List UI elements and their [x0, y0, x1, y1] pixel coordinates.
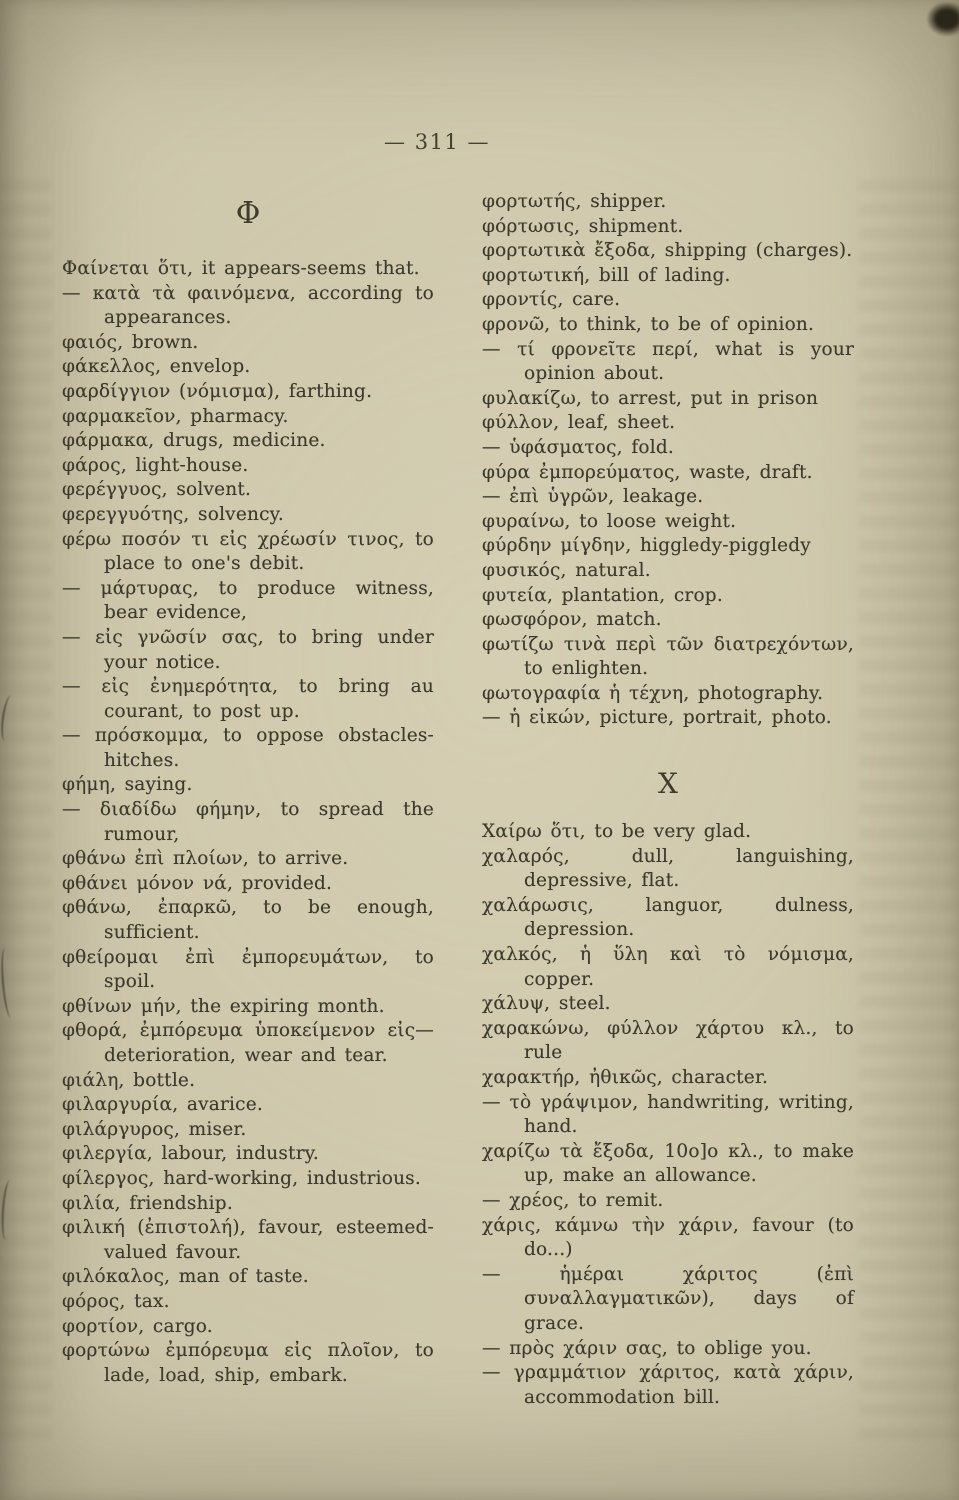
- dictionary-entry: Χαίρω ὅτι, to be very glad.: [482, 821, 752, 843]
- dictionary-entry: Φαίνεται ὅτι, it appears-seems that.: [62, 258, 420, 279]
- dictionary-entry: φιλική (ἐπιστολή), favour, esteemed-valued favour.: [62, 1217, 434, 1263]
- dictionary-entry: φιλεργία, labour, industry.: [62, 1143, 320, 1165]
- dictionary-entry: φυτεία, plantation, crop.: [482, 584, 723, 606]
- dictionary-entry: φήμη, saying.: [62, 774, 193, 796]
- section-header-chi: X: [658, 767, 678, 801]
- dictionary-entry: — γραμμάτιον χάριτος, κατὰ χάριν, accommodation bill.: [482, 1362, 854, 1408]
- dictionary-entry: φόρος, tax.: [62, 1290, 170, 1312]
- dictionary-entry: — πρόσκομμα, to oppose obstacles-hitches.: [62, 725, 434, 771]
- dictionary-entry: φορτίον, cargo.: [62, 1315, 213, 1337]
- dictionary-entry: φερεγγυότης, solvency.: [62, 503, 284, 525]
- left-entries: [62, 257, 434, 1388]
- dictionary-entry: — ἐπὶ ὑγρῶν, leakage.: [482, 486, 704, 508]
- dictionary-entry: χαρακώνω, φύλλον χάρτου κλ., to rule: [482, 1017, 854, 1064]
- right-column: [482, 190, 854, 1410]
- dictionary-entry: χαρίζω τὰ ἔξοδα, 10ο]ο κλ., to make up, make an allowance.: [482, 1140, 854, 1187]
- dictionary-entry: φυσικός, natural.: [482, 559, 651, 581]
- dictionary-entry: — τί φρονεῖτε περί, what is your opinion about.: [482, 338, 854, 385]
- left-column: [62, 190, 434, 1410]
- dictionary-entry: φορτωτικὰ ἔξοδα, shipping (charges).: [482, 240, 853, 262]
- dictionary-entry: χαλκός, ἡ ὕλη καὶ τὸ νόμισμα, copper.: [482, 944, 854, 990]
- dictionary-entry: χάλυψ, steel.: [482, 993, 611, 1015]
- dictionary-entry: — χρέος, to remit.: [482, 1189, 664, 1211]
- dictionary-entry: φθείρομαι ἐπὶ ἐμπορευμάτων, to spoil.: [62, 946, 434, 993]
- dictionary-entry: φαρμακεῖον, pharmacy.: [62, 405, 289, 427]
- dictionary-entry: φάκελλος, envelop.: [62, 356, 251, 378]
- dictionary-entry: — τὸ γράψιμον, handwriting, writing, hand.: [482, 1091, 854, 1138]
- dictionary-entry: φθορά, ἐμπόρευμα ὑποκείμενον εἰς— deterioration, wear and tear.: [62, 1020, 434, 1066]
- dictionary-entry: φρονῶ, to think, to be of opinion.: [482, 313, 815, 335]
- left-margin-bleedthrough: [0, 180, 52, 1450]
- edge-pen-mark: [0, 1180, 16, 1241]
- dictionary-entry: φερέγγυος, solvent.: [62, 479, 252, 501]
- dictionary-entry: φιάλη, bottle.: [62, 1069, 196, 1091]
- dictionary-columns: [62, 190, 854, 1410]
- right-entries-chi: [482, 820, 854, 1410]
- dictionary-entry: φθάνει μόνον νά, provided.: [62, 872, 333, 894]
- dictionary-entry: — ἡ εἰκών, picture, portrait, photo.: [482, 707, 832, 729]
- dictionary-entry: — εἰς γνῶσίν σας, to bring under your notice.: [62, 626, 434, 673]
- dictionary-entry: φυλακίζω, to arrest, put in prison: [482, 387, 819, 409]
- dictionary-entry: — μάρτυρας, to produce witness, bear evidence,: [62, 577, 434, 624]
- dictionary-entry: φωτίζω τινὰ περὶ τῶν διατρεχόντων, to enlighten.: [482, 633, 854, 680]
- dictionary-entry: χαρακτήρ, ἠθικῶς, character.: [482, 1067, 769, 1088]
- dictionary-entry: φροντίς, care.: [482, 289, 621, 311]
- dictionary-entry: φόρτωσις, shipment.: [482, 215, 684, 237]
- page-number: — 311 —: [384, 130, 490, 154]
- section-header-phi: Φ: [235, 196, 261, 231]
- dictionary-entry: χάρις, κάμνω τὴν χάριν, favour (to do...): [482, 1214, 854, 1261]
- dictionary-entry: φιλάργυρος, miser.: [62, 1118, 247, 1140]
- dictionary-entry: χαλάρωσις, languor, dulness, depression.: [482, 894, 854, 941]
- dictionary-entry: φιλία, friendship.: [62, 1192, 233, 1214]
- right-entries-phi: [482, 190, 854, 731]
- dictionary-entry: χαλαρός, dull, languishing, depressive, flat.: [482, 845, 854, 892]
- dictionary-entry: φορτώνω ἐμπόρευμα εἰς πλοῖον, to lade, load, ship, embark.: [62, 1340, 434, 1386]
- dictionary-entry: φύρα ἐμπορεύματος, waste, draft.: [482, 461, 813, 483]
- dictionary-entry: φωτογραφία ἡ τέχνη, photography.: [482, 682, 824, 704]
- dictionary-entry: — ὑφάσματος, fold.: [482, 436, 674, 458]
- dictionary-entry: — διαδίδω φήμην, to spread the rumour,: [62, 799, 434, 845]
- dictionary-entry: φαιός, brown.: [62, 331, 199, 353]
- dictionary-entry: φιλόκαλος, man of taste.: [62, 1266, 309, 1288]
- dictionary-entry: — εἰς ἐνημερότητα, to bring au courant, to post up.: [62, 676, 434, 722]
- dictionary-entry: φθάνω, ἐπαρκῶ, to be enough, sufficient.: [62, 897, 434, 944]
- dictionary-entry: φυραίνω, to loose weight.: [482, 510, 737, 532]
- dictionary-entry: φύλλον, leaf, sheet.: [482, 412, 676, 434]
- dictionary-entry: — κατὰ τὰ φαινόμενα, according to appearances.: [62, 282, 434, 329]
- edge-pen-mark: [0, 694, 17, 741]
- dictionary-entry: φωσφόρον, match.: [482, 609, 662, 631]
- right-margin-bleedthrough: [859, 180, 959, 1450]
- dictionary-entry: φθάνω ἐπὶ πλοίων, to arrive.: [62, 848, 349, 870]
- dictionary-entry: — πρὸς χάριν σας, to oblige you.: [482, 1337, 812, 1359]
- dictionary-entry: φαρδίγγιον (νόμισμα), farthing.: [62, 380, 373, 402]
- dictionary-entry: φορτωτική, bill of lading.: [482, 264, 731, 286]
- dictionary-entry: φέρω ποσόν τι εἰς χρέωσίν τινος, to place to one's debit.: [62, 528, 434, 575]
- dictionary-entry: φορτωτής, shipper.: [482, 191, 667, 212]
- dictionary-entry: φάρος, light-house.: [62, 454, 249, 476]
- dictionary-entry: φίλεργος, hard-working, industrious.: [62, 1167, 421, 1189]
- dictionary-entry: φάρμακα, drugs, medicine.: [62, 430, 326, 452]
- dictionary-entry: φύρδην μίγδην, higgledy-piggledy: [482, 535, 811, 557]
- ink-stain: [927, 2, 959, 36]
- dictionary-entry: φιλαργυρία, avarice.: [62, 1094, 263, 1116]
- dictionary-entry: φθίνων μήν, the expiring month.: [62, 995, 385, 1017]
- dictionary-entry: — ἡμέραι χάριτος (ἐπὶ συναλλαγματικῶν), days of grace.: [482, 1263, 854, 1334]
- edge-pen-mark: [0, 948, 17, 1019]
